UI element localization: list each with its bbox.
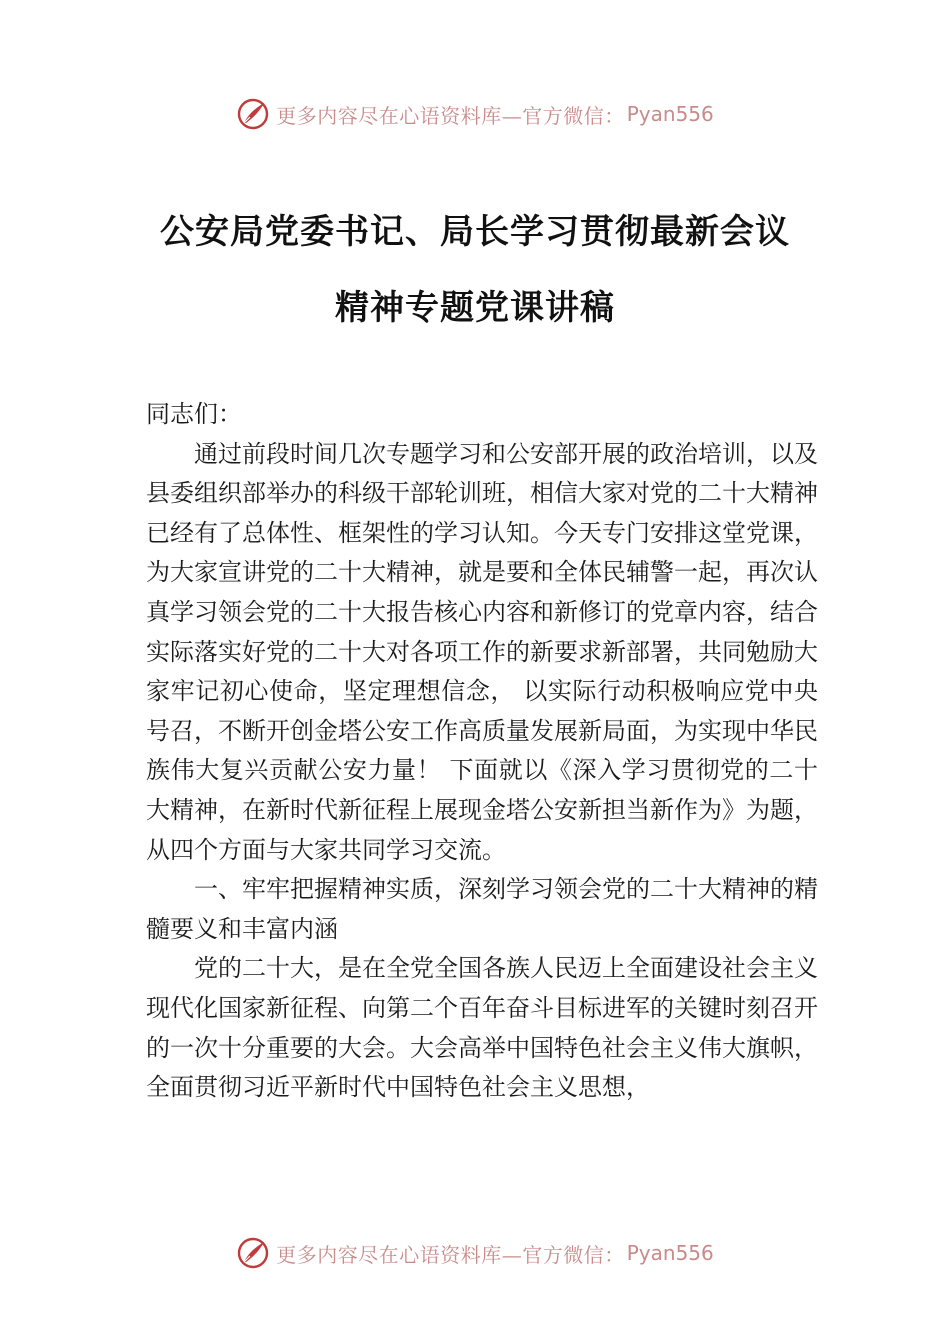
section-heading-1: 一、牢牢把握精神实质，深刻学习领会党的二十大精神的精髓要义和丰富内涵 — [146, 875, 818, 943]
watermark-banner-bottom — [0, 1231, 950, 1275]
document-body — [146, 395, 818, 1108]
paragraph-intro: 通过前段时间几次专题学习和公安部开展的政治培训，以及县委组织部举办的科级干部轮训班，相信大家对党的二十大精神已经有了总体性、框架性的学习认知。今天专门安排这堂党课，为大家宣讲党的二十大精神，就是要和全体民辅警一起，再次认真学习领会党的二十大报告核心内容和新修订的党章内容，结合实际落实好党的二十大对各项工作的新要求新部署，共同勉励大家牢记初心使命，坚定理想信念， 以实际行动积极响应党中央号召，不断开创金塔公安工作高质量发展新局面，为实现中华民族伟大复兴贡献公安力量！ 下面就以《深入学习贯彻党的二十大精神，在新时代新征程上展现金塔公安新担当新作为》为题，从四个方面与大家共同学习交流。 — [146, 439, 818, 864]
salutation: 同志们： — [146, 400, 242, 428]
watermark-text: 更多内容尽在心语资料库—官方微信： — [276, 103, 625, 128]
watermark-text: 更多内容尽在心语资料库—官方微信： — [276, 1242, 625, 1267]
document-title-line-2: 精神专题党课讲稿 — [335, 288, 615, 328]
quill-logo-icon — [236, 1236, 270, 1270]
document-title-line-1: 公安局党委书记、局长学习贯彻最新会议 — [160, 212, 790, 252]
watermark-wechat-id: Pyan556 — [626, 102, 714, 126]
watermark-banner-top — [0, 92, 950, 136]
quill-logo-icon — [236, 97, 270, 131]
paragraph-section-1: 党的二十大，是在全党全国各族人民迈上全面建设社会主义现代化国家新征程、向第二个百年奋斗目标进军的关键时刻召开的一次十分重要的大会。大会高举中国特色社会主义伟大旗帜，全面贯彻习近平新时代中国特色社会主义思想， — [146, 954, 818, 1102]
watermark-wechat-id: Pyan556 — [626, 1241, 714, 1265]
